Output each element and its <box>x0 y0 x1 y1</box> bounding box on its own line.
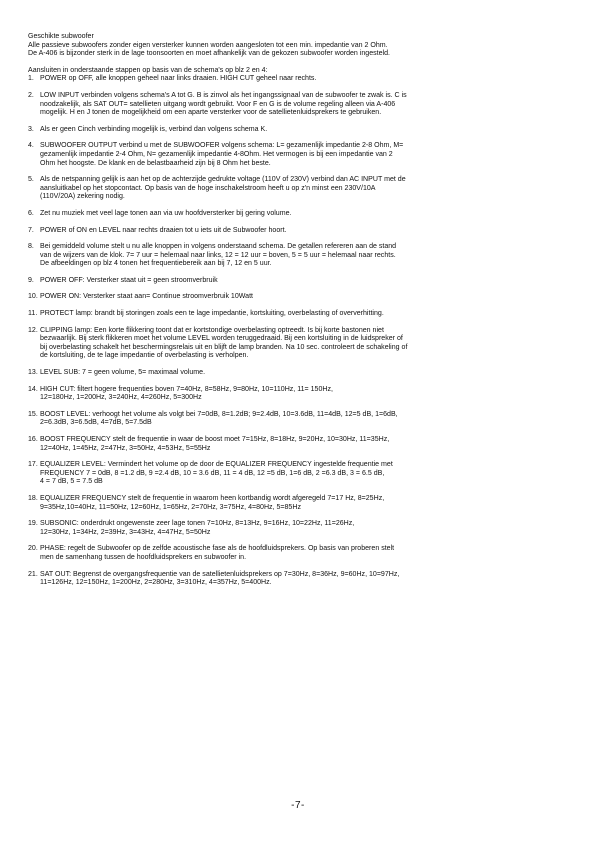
instruction-item <box>28 571 573 588</box>
instruction-line: HIGH CUT: filtert hogere frequenties boven 7=40Hz, 8=58Hz, 9=80Hz, 10=110Hz, 11= 150Hz, <box>40 385 333 393</box>
instruction-number: 13. <box>28 369 38 377</box>
instruction-text <box>40 310 573 319</box>
instruction-item <box>28 520 573 537</box>
instruction-line: PROTECT lamp: brandt bij storingen zoals een te lage impedantie, kortsluiting, overbelasting of oververhitting. <box>40 310 384 318</box>
instruction-text <box>40 75 573 84</box>
instruction-text <box>40 126 573 135</box>
instruction-line: Als de netspanning gelijk is aan het op de achterzijde gedrukte voltage (110V of 230V) verbind dan AC INPUT met de <box>40 176 406 184</box>
instruction-text <box>40 327 573 361</box>
instruction-number: 4. <box>28 142 34 150</box>
instruction-text <box>40 176 573 202</box>
instruction-number: 20. <box>28 545 38 553</box>
instruction-item <box>28 369 573 378</box>
instruction-number: 15. <box>28 410 38 418</box>
instruction-line: 12=30Hz, 1=34Hz, 2=39Hz, 3=43Hz, 4=47Hz, 5=50Hz <box>40 528 211 536</box>
instruction-line: EQUALIZER FREQUENCY stelt de frequentie in waarom heen kortbandig wordt afgeregeld 7=17 Hz, 8=25Hz, <box>40 494 385 502</box>
instruction-number: 16. <box>28 436 38 443</box>
instruction-line: aansluitkabel op het stopcontact. Op basis van de hoge inschakelstroom heeft u op z'n minst een 230V/10A <box>40 184 376 192</box>
instruction-line: POWER ON: Versterker staat aan= Continue stroomverbruik 10Watt <box>40 293 253 301</box>
page-content <box>28 33 573 596</box>
instruction-line: 12=40Hz, 1=45Hz, 2=47Hz, 3=50Hz, 4=53Hz, 5=55Hz <box>40 444 211 452</box>
instruction-line: CLIPPING lamp: Een korte flikkering toont dat er kortstondige overbelasting optreedt. Is bij korte bastonen niet <box>40 326 384 334</box>
instruction-item <box>28 126 573 135</box>
instruction-line: Zet nu muziek met veel lage tonen aan via uw hoofdversterker bij gering volume. <box>40 209 292 217</box>
instruction-text <box>40 210 573 219</box>
instruction-line: LOW INPUT verbinden volgens schema's A tot G. B is zinvol als het ingangssignaal van de subwoofer te zwak is. C is <box>40 91 407 99</box>
instruction-line: bezwaarlijk. Bij sterk flikkeren moet het volume LEVEL worden teruggedraaid. Bij een kortsluiting in de luidspreker of <box>40 335 403 343</box>
instruction-item <box>28 210 573 219</box>
instruction-line: FREQUENCY 7 = 0dB, 8 =1.2 dB, 9 =2.4 dB, 10 = 3.6 dB, 11 = 4 dB, 12 =5 dB, 1=6 dB, 2 =6.3 dB, 3 = 6.5 dB, <box>40 469 385 477</box>
instruction-item <box>28 327 573 361</box>
instruction-item <box>28 243 573 269</box>
intro-line-2: De A-406 is bijzonder sterk in de lage toonsoorten en moet afhankelijk van de gekozen subwoofer worden ingesteld. <box>28 50 390 58</box>
instruction-text <box>40 495 573 512</box>
instruction-text <box>40 293 573 302</box>
instruction-number: 3. <box>28 125 34 133</box>
instruction-number: 6. <box>28 209 34 217</box>
instruction-text <box>40 92 573 118</box>
instruction-line: PHASE: regelt de Subwoofer op de zelfde acoustische fase als de hoofdluidsprekers. Op basis van proberen stelt <box>40 545 395 553</box>
instruction-line: BOOST LEVEL: verhoogt het volume als volgt bei 7=0dB, 8=1.2dB; 9=2.4dB, 10=3.6dB, 11=4dB, 12=5 dB, 1=6dB, <box>40 410 398 418</box>
instruction-item <box>28 436 573 453</box>
section-title: Geschikte subwoofer <box>28 33 94 40</box>
instruction-item <box>28 310 573 319</box>
instruction-item <box>28 142 573 168</box>
instruction-line: van de wijzers van de klok. 7= 7 uur = helemaal naar links, 12 = 12 uur = boven, 5 = 5 uur = helemaal naar rechts. <box>40 251 396 259</box>
instruction-line: (110V/20A) zekering nodig. <box>40 193 125 201</box>
instruction-line: 2=6.3dB, 3=6.5dB, 4=7dB, 5=7.5dB <box>40 419 152 427</box>
instruction-line: LEVEL SUB: 7 = geen volume, 5= maximaal volume. <box>40 369 206 377</box>
instruction-item <box>28 461 573 487</box>
instruction-text <box>40 277 573 286</box>
instruction-text <box>40 520 573 537</box>
instruction-number: 8. <box>28 243 34 251</box>
instruction-item <box>28 227 573 236</box>
instruction-item <box>28 277 573 286</box>
instruction-line: SUBSONIC: onderdrukt ongewenste zeer lage tonen 7=10Hz, 8=13Hz, 9=16Hz, 10=22Hz, 11=26Hz, <box>40 520 355 528</box>
instruction-line: SUBWOOFER OUTPUT verbind u met de SUBWOOFER volgens schema: L= gezamenlijk impedantie 2-8 Ohm, M= <box>40 142 404 150</box>
instruction-number: 9. <box>28 276 34 284</box>
instruction-line: BOOST FREQUENCY stelt de frequentie in waar de boost moet 7=15Hz, 8=18Hz, 9=20Hz, 10=30Hz, 11=35Hz, <box>40 436 390 443</box>
spacer <box>28 59 573 67</box>
instruction-number: 12. <box>28 326 38 334</box>
instruction-text <box>40 243 573 269</box>
instruction-line: 4 = 7 dB, 5 = 7.5 dB <box>40 478 103 486</box>
instructions-heading: Aansluiten in onderstaande stappen op basis van de schema's op blz 2 en 4: <box>28 66 268 74</box>
instruction-text <box>40 227 573 236</box>
instruction-number: 11. <box>28 310 38 318</box>
instruction-line: bij overbelasting schakelt het beschermingsrelais uit en blijft de lamp branden. Na 10 sec. controleert de schakeling of <box>40 343 408 351</box>
instruction-number: 7. <box>28 226 34 234</box>
instruction-item <box>28 411 573 428</box>
instruction-text <box>40 369 573 378</box>
instruction-number: 14. <box>28 385 38 393</box>
instruction-text <box>40 411 573 428</box>
instruction-line: Ohm het hoogste. De klank en de belastbaarheid zijn bij 8 Ohm het beste. <box>40 159 271 167</box>
instruction-number: 1. <box>28 75 34 83</box>
page-number: -7- <box>291 800 305 811</box>
instruction-line: Bei gemiddeld volume stelt u nu alle knoppen in volgens onderstaand schema. De getallen refereren aan de stand <box>40 243 397 251</box>
instruction-line: 11=126Hz, 12=150Hz, 1=200Hz, 2=280Hz, 3=310Hz, 4=357Hz, 5=400Hz. <box>40 579 272 587</box>
instruction-line: Als er geen Cinch verbinding mogelijk is, verbind dan volgens schema K. <box>40 125 268 133</box>
instruction-text <box>40 386 573 403</box>
instruction-item <box>28 545 573 562</box>
instruction-text <box>40 461 573 487</box>
instruction-item <box>28 176 573 202</box>
instruction-item <box>28 75 573 84</box>
instruction-line: POWER op OFF, alle knoppen geheel naar links draaien. HIGH CUT geheel naar rechts. <box>40 75 317 83</box>
instruction-line: 12=180Hz, 1=200Hz, 3=240Hz, 4=260Hz, 5=300Hz <box>40 394 202 402</box>
instruction-line: POWER OFF: Versterker staat uit = geen stroomverbruik <box>40 276 218 284</box>
instruction-line: SAT OUT: Begrenst de overgangsfrequentie van de satellietenluidsprekers op 7=30Hz, 8=36Hz, 9=60Hz, 10=97Hz, <box>40 570 400 578</box>
instruction-number: 10. <box>28 293 38 301</box>
instruction-number: 21. <box>28 570 38 578</box>
instruction-line: noodzakelijk, als SAT OUT= satellieten uitgang wordt gebruikt. Voor F en G is de volume regeling alleen via A-406 <box>40 100 396 108</box>
instruction-item <box>28 386 573 403</box>
instruction-list <box>28 75 573 587</box>
instruction-number: 18. <box>28 494 38 502</box>
instruction-line: De afbeeldingen op blz 4 tonen het frequentiebereik aan bij 7, 12 en 5 uur. <box>40 260 272 268</box>
instruction-number: 19. <box>28 520 38 528</box>
instruction-number: 2. <box>28 91 34 99</box>
instruction-line: de kortsluiting, de te lage impedantie of overbelasting is verholpen. <box>40 352 249 360</box>
instruction-line: gezamenlijk impedantie 2-4 Ohm, N= gezamenlijk impedantie 4-8Ohm. Het vermogen is bij een impedantie van 2 <box>40 150 393 158</box>
instruction-text <box>40 545 573 562</box>
instruction-text <box>40 436 573 453</box>
instruction-line: men de samenhang tussen de hoofdluidsprekers en subwoofer in. <box>40 553 247 561</box>
instruction-item <box>28 92 573 118</box>
instruction-line: POWER of ON en LEVEL naar rechts draaien tot u iets uit de Subwoofer hoort. <box>40 226 287 234</box>
instruction-text <box>40 571 573 588</box>
instruction-line: 9=35Hz,10=40Hz, 11=50Hz, 12=60Hz, 1=65Hz, 2=70Hz, 3=75Hz, 4=80Hz, 5=85Hz <box>40 503 301 511</box>
instruction-line: EQUALIZER LEVEL: Vermindert het volume op de door de EQUALIZER FREQUENCY ingestelde frequentie met <box>40 461 393 469</box>
intro-line-1: Alle passieve subwoofers zonder eigen versterker kunnen worden aangesloten tot een min. impedantie van 2 Ohm. <box>28 41 388 49</box>
instruction-item <box>28 293 573 302</box>
instruction-item <box>28 495 573 512</box>
instruction-line: mogelijk. H en J tonen de mogelijkheid om een aparte versterker voor de satellietenluidsprekers te gebruiken. <box>40 109 382 117</box>
instruction-number: 5. <box>28 176 34 184</box>
instruction-text <box>40 142 573 168</box>
instruction-number: 17. <box>28 461 38 469</box>
